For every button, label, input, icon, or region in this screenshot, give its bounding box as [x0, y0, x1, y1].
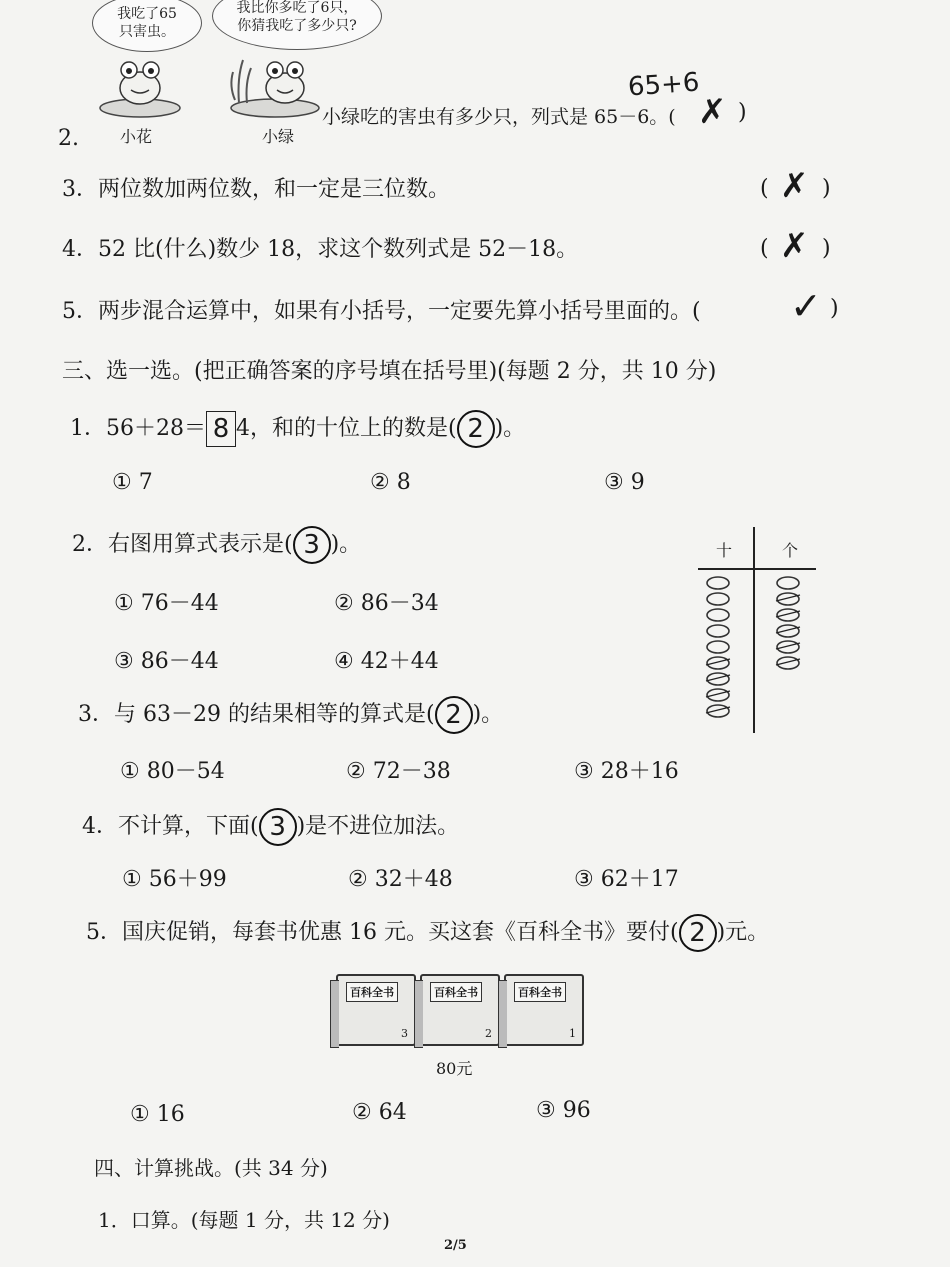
book-title-1: 百科全书: [346, 982, 398, 1002]
mc-q2-end: )。: [330, 532, 362, 557]
mc-q1-box-digit: 8: [206, 411, 236, 447]
book-number-3: 1: [569, 1027, 576, 1040]
encyclopedia-book-3: [504, 974, 584, 1046]
mc-question-4: [82, 808, 459, 846]
book-title-2: 百科全书: [430, 982, 482, 1002]
book-title-3: 百科全书: [514, 982, 566, 1002]
frog-xiaohua-illustration: [95, 50, 185, 120]
mc-q4-pre: 4．不计算，下面(: [82, 814, 259, 839]
mc-q5-answer-circle: 2: [679, 914, 717, 952]
mc-q4-option-1: ① 56＋99: [122, 867, 227, 892]
speech-bubble-right-text: 我比你多吃了6只， 你猜我吃了多少只?: [236, 0, 358, 34]
speech-bubble-left: [92, 0, 202, 52]
page-number: 2/5: [444, 1238, 467, 1253]
mc-q2-pre: 2．右图用算式表示是(: [72, 532, 293, 557]
mc-q1-answer-circle: 2: [457, 410, 495, 448]
mc-q2-option-3: ③ 86－44: [114, 649, 219, 674]
mc-q5-option-2: ② 64: [352, 1100, 407, 1125]
place-value-counter-diagram: [690, 525, 820, 735]
question-5-close-paren: ): [830, 296, 839, 321]
encyclopedia-book-1: [336, 974, 416, 1046]
mc-question-5: [86, 914, 769, 952]
encyclopedia-book-2: [420, 974, 500, 1046]
mc-q5-option-3: ③ 96: [536, 1098, 591, 1123]
mc-question-1: [70, 410, 525, 448]
mc-q3-option-2: ② 72－38: [346, 759, 451, 784]
mc-q1-option-3: ③ 9: [604, 470, 645, 495]
frog-name-right: 小绿: [262, 127, 295, 146]
mc-q3-end: )。: [472, 702, 504, 727]
question-2-close-paren: ): [738, 100, 747, 125]
mc-q5-option-1: ① 16: [130, 1102, 185, 1127]
book-price: 80元: [436, 1059, 473, 1078]
mc-q5-pre: 5．国庆促销，每套书优惠 16 元。买这套《百科全书》要付(: [86, 920, 679, 945]
mc-q1-option-1: ① 7: [112, 470, 153, 495]
mc-q3-option-1: ① 80－54: [120, 759, 225, 784]
mc-q4-end: )是不进位加法。: [296, 814, 460, 839]
question-3-mark: ✗: [780, 166, 809, 206]
part4-subheading: 1．口算。(每题 1 分，共 12 分): [98, 1208, 390, 1232]
mc-q2-answer-circle: 3: [293, 526, 331, 564]
mc-q3-pre: 3．与 63－29 的结果相等的算式是(: [78, 702, 435, 727]
mc-q2-option-2: ② 86－34: [334, 591, 439, 616]
question-2-handwriting: 65+6: [627, 67, 701, 103]
mc-q1-option-2: ② 8: [370, 470, 411, 495]
mc-q2-option-4: ④ 42＋44: [334, 649, 439, 674]
mc-q5-end: )元。: [716, 920, 770, 945]
mc-q1-end: )。: [494, 416, 526, 441]
question-2-mark: ✗: [698, 92, 727, 132]
question-4-open-paren: (: [760, 236, 769, 261]
book-number-2: 2: [485, 1027, 492, 1040]
mc-q3-answer-circle: 2: [435, 696, 473, 734]
question-3-close-paren: ): [822, 176, 831, 201]
frog-xiaolv-illustration: [225, 48, 325, 120]
mc-q1-pre: 1．56＋28＝: [70, 416, 206, 441]
question-4-close-paren: ): [822, 236, 831, 261]
question-5-mark: ✓: [790, 284, 822, 328]
question-2-text: 小绿吃的害虫有多少只，列式是 65－6。(: [322, 106, 676, 128]
speech-bubble-right: [212, 0, 382, 50]
mc-q1-post: 4，和的十位上的数是(: [236, 416, 457, 441]
question-2-number: 2.: [58, 126, 79, 151]
book-number-1: 3: [401, 1027, 408, 1040]
mc-q4-answer-circle: 3: [259, 808, 297, 846]
mc-question-2: [72, 526, 361, 564]
part3-heading: 三、选一选。(把正确答案的序号填在括号里)(每题 2 分，共 10 分): [62, 359, 717, 384]
speech-bubble-left-text: 我吃了65 只害虫。: [117, 6, 177, 40]
mc-q2-option-1: ① 76－44: [114, 591, 219, 616]
abacus-tens-label: 十: [716, 541, 733, 560]
question-4-mark: ✗: [780, 226, 809, 266]
mc-q4-option-2: ② 32＋48: [348, 867, 453, 892]
part4-heading: 四、计算挑战。(共 34 分): [94, 1156, 328, 1180]
mc-q4-option-3: ③ 62＋17: [574, 867, 679, 892]
mc-q3-option-3: ③ 28＋16: [574, 759, 679, 784]
question-3-text: 3．两位数加两位数，和一定是三位数。: [62, 177, 450, 202]
abacus-ones-label: 个: [782, 541, 799, 560]
question-5-text: 5．两步混合运算中，如果有小括号，一定要先算小括号里面的。(: [62, 299, 701, 324]
question-4-text: 4．52 比(什么)数少 18，求这个数列式是 52－18。: [62, 237, 579, 262]
mc-question-3: [78, 696, 503, 734]
frog-name-left: 小花: [120, 127, 153, 146]
question-3-open-paren: (: [760, 176, 769, 201]
